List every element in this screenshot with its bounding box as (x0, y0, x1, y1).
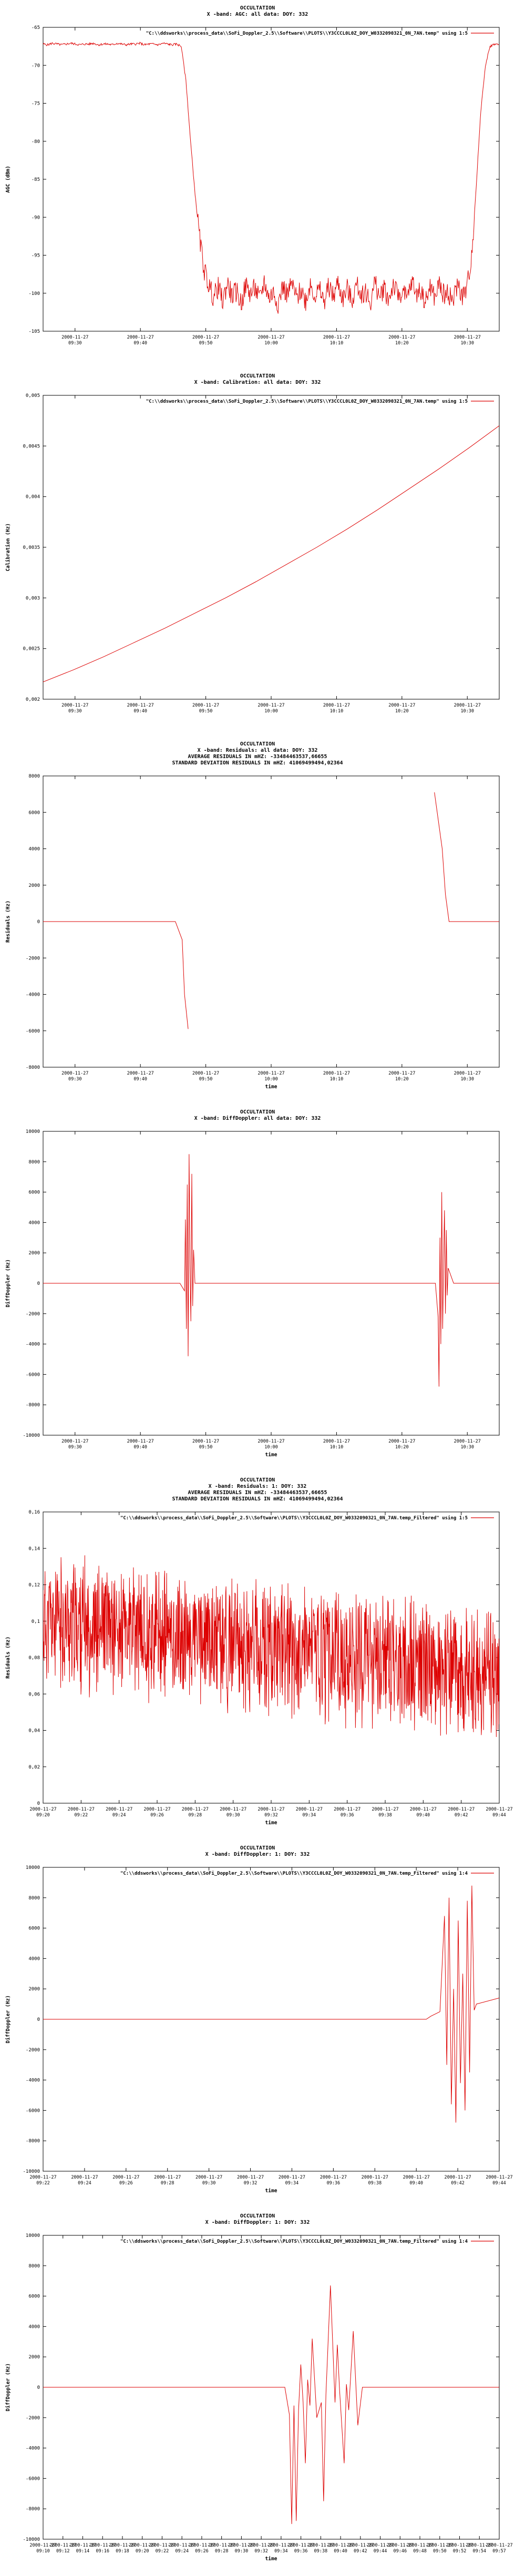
x-tick-label: 2000-11-27 (148, 2543, 176, 2548)
x-tick-label: 09:30 (68, 709, 82, 714)
x-tick-label: 2000-11-27 (258, 1439, 285, 1444)
y-tick-label: -6000 (25, 1372, 40, 1378)
x-tick-label: 2000-11-27 (307, 2543, 334, 2548)
x-tick-label: 09:26 (195, 2549, 209, 2554)
y-tick-label: 0,004 (25, 494, 40, 500)
x-tick-label: 09:22 (155, 2549, 169, 2554)
x-tick-label: 2000-11-27 (486, 2543, 513, 2548)
series-group (43, 2285, 499, 2524)
x-tick-label: 2000-11-27 (409, 1807, 437, 1812)
x-tick-label: 10:20 (395, 1077, 409, 1082)
series-group (43, 1886, 499, 2123)
x-tick-label: 10:10 (329, 709, 344, 714)
series-line (43, 2285, 499, 2524)
x-tick-label: 09:40 (416, 1813, 430, 1818)
x-tick-label: 2000-11-27 (258, 703, 285, 708)
x-tick-label: 2000-11-27 (366, 2543, 394, 2548)
x-tick-label: 2000-11-27 (388, 335, 416, 340)
y-tick-label: -6000 (25, 1028, 40, 1034)
x-tick-label: 2000-11-27 (106, 1807, 133, 1812)
chart-title: OCCULTATION (240, 373, 275, 379)
x-tick-label: 2000-11-27 (29, 1807, 57, 1812)
chart-subtitle: X -band: Residuals: 1: DOY: 332 (208, 1484, 307, 1489)
x-tick-label: 09:28 (188, 1813, 202, 1818)
x-tick-label: 10:00 (264, 1445, 278, 1450)
x-tick-label: 2000-11-27 (61, 1439, 89, 1444)
x-tick-label: 09:18 (116, 2549, 129, 2554)
y-tick-label: -10000 (23, 2537, 40, 2542)
x-tick-label: 2000-11-27 (248, 2543, 275, 2548)
y-tick-label: 10000 (25, 1129, 40, 1134)
series-group (43, 792, 499, 1029)
chart-subtitle: STANDARD DEVIATION RESIDUALS IN mHZ: 41069499494,02364 (172, 1496, 343, 1502)
chart-subtitle: X -band: Residuals: all data: DOY: 332 (197, 748, 318, 753)
x-tick-label: 09:50 (199, 1445, 213, 1450)
y-axis-label: Residuals (Hz) (5, 1636, 11, 1679)
x-tick-label: 2000-11-27 (388, 1439, 416, 1444)
y-tick-label: -105 (28, 329, 40, 334)
chart-subtitle: X -band: DiffDoppler: 1: DOY: 332 (205, 2220, 310, 2225)
x-tick-label: 10:30 (460, 341, 475, 346)
x-tick-label: 09:30 (68, 1077, 82, 1082)
y-tick-label: 0,0025 (23, 646, 40, 652)
y-tick-label: -2000 (25, 2415, 40, 2421)
x-tick-label: 2000-11-27 (444, 2175, 471, 2180)
x-axis-label: time (265, 1084, 277, 1090)
x-tick-label: 09:40 (133, 341, 147, 346)
x-tick-label: 10:10 (329, 1445, 344, 1450)
x-tick-label: 09:20 (36, 1813, 50, 1818)
chart-subtitle: X -band: AGC: all data: DOY: 332 (207, 12, 308, 17)
x-tick-label: 2000-11-27 (192, 1071, 220, 1076)
x-tick-label: 2000-11-27 (334, 1807, 361, 1812)
y-tick-label: -75 (31, 101, 40, 107)
x-tick-label: 2000-11-27 (195, 2175, 223, 2180)
x-tick-label: 09:42 (454, 1813, 468, 1818)
x-tick-label: 2000-11-27 (323, 1071, 351, 1076)
x-tick-label: 2000-11-27 (181, 1807, 209, 1812)
x-tick-label: 2000-11-27 (49, 2543, 77, 2548)
y-tick-label: 4000 (28, 1220, 40, 1226)
y-tick-label: 2000 (28, 883, 40, 888)
x-tick-label: 2000-11-27 (454, 335, 481, 340)
y-tick-label: 6000 (28, 2294, 40, 2299)
x-tick-label: 09:52 (452, 2549, 467, 2554)
x-tick-label: 2000-11-27 (192, 703, 220, 708)
x-tick-label: 2000-11-27 (323, 1439, 351, 1444)
x-tick-label: 2000-11-27 (168, 2543, 195, 2548)
x-tick-label: 10:00 (264, 1077, 278, 1082)
y-tick-label: 4000 (28, 846, 40, 852)
x-axis-label: time (265, 1452, 277, 1458)
x-tick-label: 2000-11-27 (220, 1807, 247, 1812)
series-group (43, 426, 499, 682)
y-tick-label: 6000 (28, 810, 40, 816)
y-tick-label: 10000 (25, 2233, 40, 2238)
y-tick-label: 0,08 (28, 1655, 40, 1661)
legend-label: "C:\\ddsworks\\process_data\\SoFi_Doppler_2.5\\Software\\PLOTS\\Y3CCCL0L0Z_DOY_W0332090321_0N_7AN.temp" using 1:5 (146, 31, 468, 36)
y-tick-label: 0,04 (28, 1728, 40, 1734)
chart-title: OCCULTATION (240, 1845, 275, 1851)
x-tick-label: 09:28 (214, 2549, 229, 2554)
y-axis-label: AGC (dBm) (5, 166, 11, 193)
y-tick-label: -85 (31, 177, 40, 182)
x-tick-label: 2000-11-27 (454, 1439, 481, 1444)
y-tick-label: 0 (37, 919, 40, 925)
chart-svg (0, 22, 515, 368)
y-axis-label: Residuals (Hz) (5, 900, 11, 943)
y-axis-label: Calibration (Hz) (5, 523, 11, 571)
x-tick-label: 09:50 (432, 2549, 447, 2554)
x-tick-label: 2000-11-27 (208, 2543, 235, 2548)
legend-label: "C:\\ddsworks\\process_data\\SoFi_Doppler_2.5\\Software\\PLOTS\\Y3CCCL0L0Z_DOY_W0332090321_0N_7AN.temp_Filtered" using 1:4 (120, 2239, 468, 2244)
chart-subtitle: STANDARD DEVIATION RESIDUALS IN mHZ: 41069499494,02364 (172, 760, 343, 766)
y-tick-label: 0,06 (28, 1692, 40, 1698)
y-tick-label: 2000 (28, 1251, 40, 1256)
chart-svg (0, 1126, 515, 1472)
x-tick-label: 2000-11-27 (143, 1807, 171, 1812)
x-tick-label: 2000-11-27 (89, 2543, 116, 2548)
x-tick-label: 2000-11-27 (127, 1071, 154, 1076)
series-line (43, 922, 188, 1029)
x-tick-label: 2000-11-27 (69, 2543, 97, 2548)
x-tick-label: 09:40 (133, 1077, 147, 1082)
x-tick-label: 09:20 (135, 2549, 149, 2554)
chart-title: OCCULTATION (240, 1477, 275, 1483)
chart-svg (0, 1507, 515, 1840)
plot-frame (43, 27, 499, 331)
x-tick-label: 2000-11-27 (192, 335, 220, 340)
x-tick-label: 09:24 (112, 1813, 126, 1818)
x-tick-label: 2000-11-27 (61, 1071, 89, 1076)
y-tick-label: -80 (31, 139, 40, 145)
series-line (43, 1154, 499, 1386)
chart-title: OCCULTATION (240, 2213, 275, 2219)
x-tick-label: 09:40 (133, 709, 147, 714)
series-group (43, 1154, 499, 1386)
x-tick-label: 09:44 (492, 1813, 506, 1818)
x-tick-label: 2000-11-27 (388, 703, 416, 708)
x-tick-label: 10:10 (329, 1077, 344, 1082)
y-tick-label: 6000 (28, 1926, 40, 1931)
y-tick-label: -6000 (25, 2476, 40, 2482)
x-tick-label: 2000-11-27 (295, 1807, 323, 1812)
chart-panel (0, 736, 515, 1104)
x-tick-label: 2000-11-27 (67, 1807, 95, 1812)
x-tick-label: 09:22 (74, 1813, 88, 1818)
x-tick-label: 09:28 (160, 2181, 174, 2186)
x-tick-label: 2000-11-27 (258, 1071, 285, 1076)
y-tick-label: 0,0045 (23, 444, 40, 449)
y-tick-label: 0 (37, 2017, 40, 2022)
x-tick-label: 2000-11-27 (327, 2543, 354, 2548)
x-tick-label: 2000-11-27 (323, 703, 351, 708)
y-tick-label: -8000 (25, 2507, 40, 2512)
x-tick-label: 09:50 (199, 709, 213, 714)
x-tick-label: 09:32 (243, 2181, 258, 2186)
x-tick-label: 2000-11-27 (129, 2543, 156, 2548)
x-tick-label: 2000-11-27 (454, 703, 481, 708)
y-tick-label: -8000 (25, 1065, 40, 1070)
x-tick-label: 2000-11-27 (426, 2543, 454, 2548)
series-line (43, 426, 499, 682)
x-tick-label: 10:30 (460, 709, 475, 714)
x-tick-label: 09:34 (274, 2549, 288, 2554)
x-tick-label: 2000-11-27 (61, 703, 89, 708)
y-tick-label: -10000 (23, 2169, 40, 2174)
x-tick-label: 2000-11-27 (386, 2543, 414, 2548)
x-axis-label: time (265, 2556, 277, 2562)
x-tick-label: 09:30 (234, 2549, 249, 2554)
x-tick-label: 2000-11-27 (406, 2543, 434, 2548)
x-tick-label: 10:30 (460, 1077, 475, 1082)
x-tick-label: 2000-11-27 (29, 2543, 57, 2548)
x-tick-label: 2000-11-27 (127, 1439, 154, 1444)
x-tick-label: 09:34 (285, 2181, 299, 2186)
chart-svg (0, 2230, 515, 2576)
x-tick-label: 2000-11-27 (347, 2543, 374, 2548)
x-tick-label: 2000-11-27 (236, 2175, 264, 2180)
chart-svg (0, 1862, 515, 2208)
x-tick-label: 2000-11-27 (112, 2175, 140, 2180)
x-tick-label: 2000-11-27 (267, 2543, 295, 2548)
chart-panel (0, 1840, 515, 2208)
legend-label: "C:\\ddsworks\\process_data\\SoFi_Doppler_2.5\\Software\\PLOTS\\Y3CCCL0L0Z_DOY_W0332090321_0N_7AN.temp_Filtered" using 1:5 (120, 1516, 468, 1521)
plot-frame (43, 395, 499, 699)
x-tick-label: 09:48 (413, 2549, 427, 2554)
chart-subtitle: X -band: Calibration: all data: DOY: 332 (194, 380, 321, 385)
x-tick-label: 09:16 (96, 2549, 110, 2554)
x-tick-label: 09:30 (226, 1813, 240, 1818)
x-tick-label: 2000-11-27 (388, 1071, 416, 1076)
x-tick-label: 10:00 (264, 709, 278, 714)
y-tick-label: 2000 (28, 2355, 40, 2360)
series-group (43, 42, 499, 313)
x-tick-label: 09:54 (472, 2549, 487, 2554)
x-tick-label: 09:57 (492, 2549, 506, 2554)
y-tick-label: -90 (31, 215, 40, 221)
x-tick-label: 2000-11-27 (154, 2175, 181, 2180)
y-tick-label: -6000 (25, 2108, 40, 2114)
x-tick-label: 2000-11-27 (278, 2175, 306, 2180)
y-tick-label: 6000 (28, 1190, 40, 1195)
x-tick-label: 09:36 (340, 1813, 354, 1818)
x-tick-label: 09:10 (36, 2549, 50, 2554)
x-tick-label: 2000-11-27 (127, 703, 154, 708)
x-tick-label: 10:10 (329, 341, 344, 346)
chart-panel (0, 1104, 515, 1472)
x-tick-label: 09:26 (150, 1813, 164, 1818)
y-tick-label: 0,12 (28, 1582, 40, 1588)
x-tick-label: 09:30 (202, 2181, 216, 2186)
x-tick-label: 10:00 (264, 341, 278, 346)
y-tick-label: -95 (31, 253, 40, 259)
x-tick-label: 2000-11-27 (228, 2543, 255, 2548)
y-tick-label: -2000 (25, 956, 40, 962)
y-tick-label: 0 (37, 1801, 40, 1806)
x-tick-label: 09:30 (68, 341, 82, 346)
x-tick-label: 10:30 (460, 1445, 475, 1450)
chart-title: OCCULTATION (240, 5, 275, 11)
x-tick-label: 2000-11-27 (29, 2175, 57, 2180)
legend-label: "C:\\ddsworks\\process_data\\SoFi_Doppler_2.5\\Software\\PLOTS\\Y3CCCL0L0Z_DOY_W0332090321_0N_7AN.temp" using 1:5 (146, 399, 468, 404)
y-tick-label: -4000 (25, 992, 40, 998)
x-tick-label: 09:38 (378, 1813, 392, 1818)
series-line (43, 42, 499, 313)
y-tick-label: -4000 (25, 1342, 40, 1347)
x-tick-label: 2000-11-27 (61, 335, 89, 340)
y-axis-label: DiffDoppler (Hz) (5, 1259, 11, 1307)
x-tick-label: 09:40 (133, 1445, 147, 1450)
x-tick-label: 09:44 (373, 2549, 387, 2554)
x-tick-label: 09:42 (451, 2181, 465, 2186)
y-tick-label: -65 (31, 25, 40, 30)
x-tick-label: 09:36 (294, 2549, 308, 2554)
y-tick-label: 0,0035 (23, 545, 40, 550)
series-line (43, 1556, 499, 1737)
x-tick-label: 09:50 (199, 1077, 213, 1082)
x-tick-label: 2000-11-27 (258, 335, 285, 340)
y-tick-label: 0,14 (28, 1546, 40, 1552)
chart-panel (0, 1472, 515, 1840)
chart-subtitle: X -band: DiffDoppler: all data: DOY: 332 (194, 1116, 321, 1121)
x-tick-label: 2000-11-27 (446, 2543, 473, 2548)
y-tick-label: -4000 (25, 2078, 40, 2083)
x-tick-label: 2000-11-27 (486, 2175, 513, 2180)
x-tick-label: 09:24 (78, 2181, 91, 2186)
x-tick-label: 10:20 (395, 341, 409, 346)
x-tick-label: 09:50 (199, 341, 213, 346)
chart-title: OCCULTATION (240, 741, 275, 747)
y-tick-label: 8000 (28, 1895, 40, 1901)
y-tick-label: 4000 (28, 1956, 40, 1962)
x-tick-label: 2000-11-27 (109, 2543, 136, 2548)
x-tick-label: 2000-11-27 (192, 1439, 220, 1444)
y-tick-label: 0,02 (28, 1764, 40, 1770)
x-tick-label: 2000-11-27 (188, 2543, 215, 2548)
x-tick-label: 09:38 (368, 2181, 382, 2186)
chart-svg (0, 390, 515, 736)
x-tick-label: 09:36 (326, 2181, 341, 2186)
series-line (43, 1886, 499, 2123)
y-tick-label: 8000 (28, 1159, 40, 1165)
x-tick-label: 2000-11-27 (258, 1807, 285, 1812)
y-tick-label: 0 (37, 1281, 40, 1286)
x-tick-label: 09:42 (354, 2549, 367, 2554)
y-tick-label: 0,16 (28, 1510, 40, 1515)
x-tick-label: 09:22 (36, 2181, 50, 2186)
y-tick-label: 0,003 (25, 596, 40, 601)
x-tick-label: 09:46 (393, 2549, 407, 2554)
x-tick-label: 09:12 (56, 2549, 70, 2554)
x-tick-label: 2000-11-27 (454, 1071, 481, 1076)
x-tick-label: 09:40 (334, 2549, 347, 2554)
y-tick-label: -100 (28, 291, 40, 297)
y-tick-label: 0,1 (31, 1619, 40, 1624)
x-tick-label: 09:34 (302, 1813, 316, 1818)
chart-subtitle: AVERAGE RESIDUALS IN mHZ: -33484463537,66655 (188, 754, 327, 760)
x-tick-label: 2000-11-27 (403, 2175, 430, 2180)
x-tick-label: 09:44 (492, 2181, 506, 2186)
y-tick-label: 4000 (28, 2324, 40, 2330)
y-tick-label: 2000 (28, 1987, 40, 1992)
chart-subtitle: X -band: DiffDoppler: 1: DOY: 332 (205, 1852, 310, 1857)
y-tick-label: -8000 (25, 2139, 40, 2144)
x-tick-label: 09:14 (76, 2549, 90, 2554)
x-tick-label: 2000-11-27 (486, 1807, 513, 1812)
chart-svg (0, 771, 515, 1104)
y-tick-label: -4000 (25, 2446, 40, 2451)
x-tick-label: 2000-11-27 (448, 1807, 475, 1812)
series-group (43, 1556, 499, 1737)
y-tick-label: -2000 (25, 1311, 40, 1317)
y-tick-label: -70 (31, 63, 40, 69)
x-tick-label: 09:32 (254, 2549, 268, 2554)
y-tick-label: -2000 (25, 2047, 40, 2053)
x-tick-label: 2000-11-27 (323, 335, 351, 340)
x-tick-label: 10:20 (395, 1445, 409, 1450)
x-tick-label: 09:30 (68, 1445, 82, 1450)
x-tick-label: 09:26 (119, 2181, 133, 2186)
x-tick-label: 2000-11-27 (127, 335, 154, 340)
y-axis-label: DiffDoppler (Hz) (5, 2363, 11, 2411)
x-tick-label: 2000-11-27 (71, 2175, 98, 2180)
x-tick-label: 09:24 (175, 2549, 189, 2554)
x-tick-label: 2000-11-27 (466, 2543, 493, 2548)
x-axis-label: time (265, 2188, 277, 2194)
x-tick-label: 2000-11-27 (320, 2175, 347, 2180)
x-tick-label: 2000-11-27 (287, 2543, 315, 2548)
y-tick-label: 10000 (25, 1865, 40, 1870)
chart-panel (0, 0, 515, 368)
x-tick-label: 10:20 (395, 709, 409, 714)
x-tick-label: 09:40 (409, 2181, 423, 2186)
x-axis-label: time (265, 1820, 277, 1826)
y-tick-label: -10000 (23, 1433, 40, 1438)
y-tick-label: 0,002 (25, 697, 40, 702)
series-line (435, 792, 499, 922)
x-tick-label: 2000-11-27 (372, 1807, 399, 1812)
y-tick-label: 0,005 (25, 393, 40, 398)
chart-panel (0, 368, 515, 736)
y-tick-label: -8000 (25, 1403, 40, 1408)
y-tick-label: 8000 (28, 774, 40, 779)
x-tick-label: 2000-11-27 (361, 2175, 388, 2180)
legend-label: "C:\\ddsworks\\process_data\\SoFi_Doppler_2.5\\Software\\PLOTS\\Y3CCCL0L0Z_DOY_W0332090321_0N_7AN.temp_Filtered" using 1:4 (120, 1871, 468, 1876)
chart-title: OCCULTATION (240, 1109, 275, 1115)
y-tick-label: 8000 (28, 2263, 40, 2269)
x-tick-label: 09:38 (314, 2549, 328, 2554)
chart-subtitle: AVERAGE RESIDUALS IN mHZ: -33484463537,66655 (188, 1490, 327, 1496)
chart-panel (0, 2208, 515, 2576)
x-tick-label: 09:32 (264, 1813, 278, 1818)
y-tick-label: 0 (37, 2385, 40, 2390)
y-axis-label: DiffDoppler (Hz) (5, 1995, 11, 2043)
